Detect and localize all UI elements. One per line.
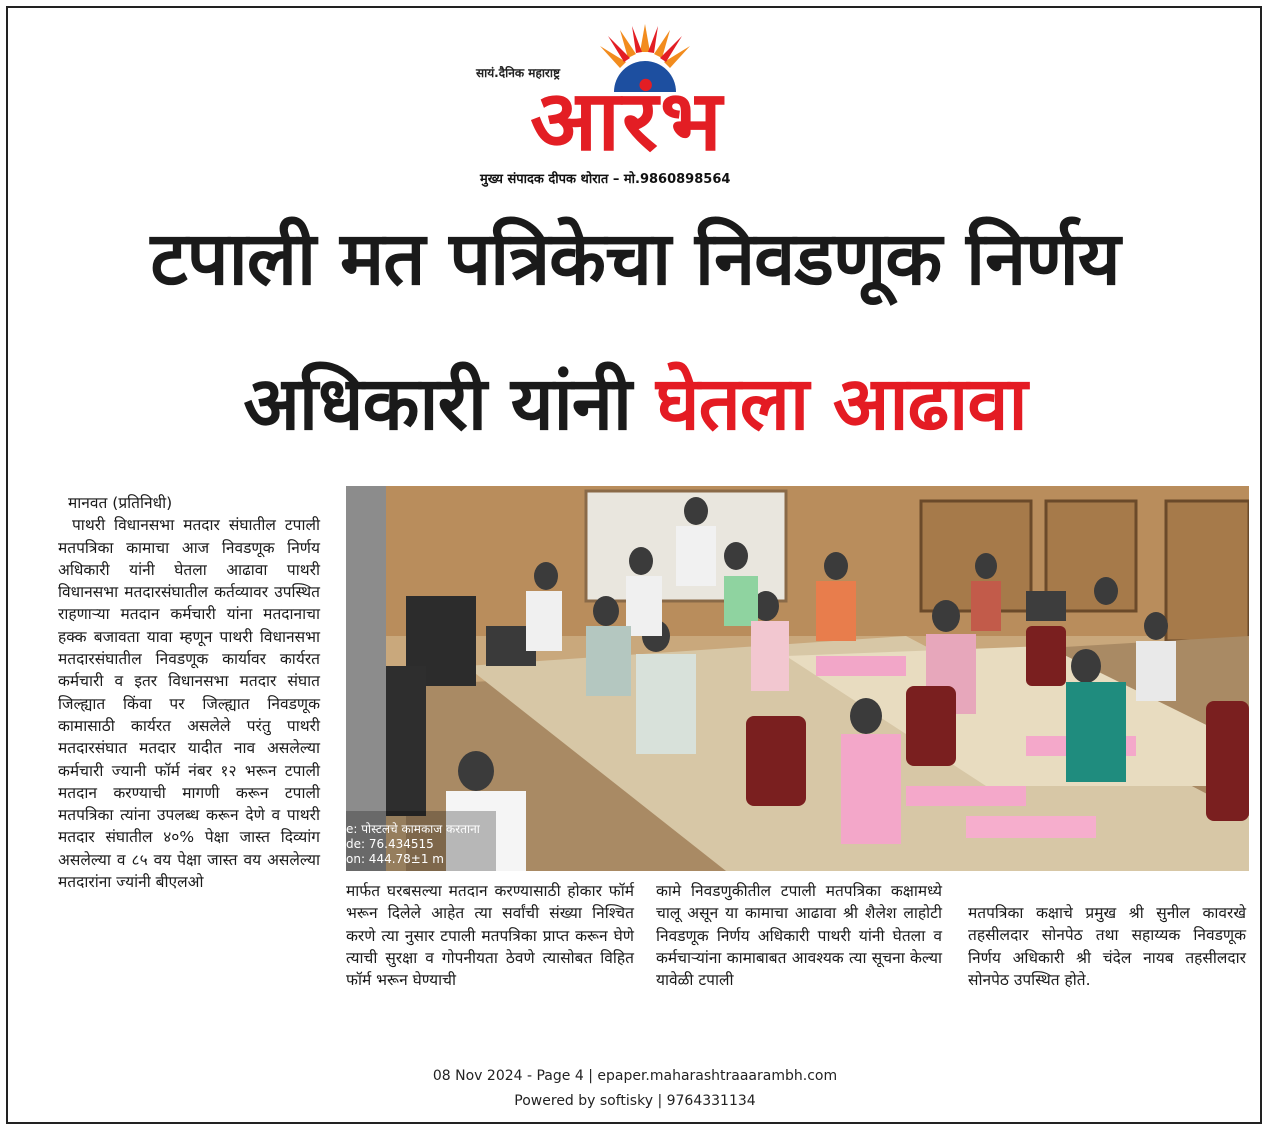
article-dateline: मानवत (प्रतिनिधी) — [68, 494, 173, 512]
masthead-editor-line: मुख्य संपादक दीपक थोरात – मो.9860898564 — [480, 172, 731, 187]
masthead — [462, 22, 802, 192]
photo-overlay-line-1: e: पोस्टलचे कामकाज करताना — [346, 822, 480, 836]
footer-powered-by: Powered by softisky | 9764331134 — [514, 1093, 756, 1109]
office-scene-image — [346, 486, 1249, 871]
article-column-3: कामे निवडणुकीतील टपाली मतपत्रिका कक्षामध्ये चालू असून या कामाचा आढावा श्री शैलेश लाहोटी निवडणूक निर्णय अधिकारी पाथरी यांनी घेतला व कर्मचाऱ्यांना कामाबाबत आवश्यक त्या सूचना केल्या यावेळी टपाली — [656, 882, 942, 990]
headline-line-2-red: घेतला आढावा — [655, 361, 1027, 447]
headline-line-1: टपाली मत पत्रिकेचा निवडणूक निर्णय — [150, 216, 1120, 302]
photo-overlay-line-2: de: 76.434515 — [346, 837, 434, 851]
article-column-1 — [58, 492, 320, 893]
article-column-4: मतपत्रिका कक्षाचे प्रमुख श्री सुनील कावरखे तहसीलदार सोनपेठ तथा सहाय्यक निवडणूक निर्णय अधिकारी श्री चंदेल नायब तहसीलदार सोनपेठ उपस्थित होते. — [968, 904, 1246, 989]
headline-line-2-black: अधिकारी यांनी — [243, 361, 632, 447]
footer-date-source: 08 Nov 2024 - Page 4 | epaper.maharashtraaarambh.com — [432, 1068, 838, 1084]
photo-overlay-line-3: on: 444.78±1 m — [346, 852, 444, 866]
masthead-tagline: सायं.दैनिक महाराष्ट्र — [476, 66, 560, 80]
masthead-brand-title: आरंभ — [530, 71, 724, 170]
article-column-2: मार्फत घरबसल्या मतदान करण्यासाठी होकार फॉर्म भरून दिलेले आहेत त्या सर्वांची संख्या निश्चित करणे त्या नुसार टपाली मतपत्रिका प्राप्त करून घेणे त्याची सुरक्षा व गोपनीयता ठेवणे त्यासोबत विहित फॉर्म भरून घेण्याची — [346, 882, 634, 990]
headline-line-2 — [20, 359, 1250, 449]
article-column-1-text: पाथरी विधानसभा मतदार संघातील टपाली मतपत्रिका कामाचा आज निवडणूक निर्णय अधिकारी यांनी घेतला आढावा पाथरी विधानसभा मतदारसंघातील कर्तव्यावर उपस्थित राहणाऱ्या मतदान कर्मचारी यांना मतदानाचा हक्क बजावता यावा म्हणून पाथरी विधानसभा मतदारसंघातील निवडणूक कार्यावर कार्यरत कर्मचारी व इतर विधानसभा मतदार संघात जिल्ह्यात किंवा पर जिल्ह्यात निवडणूक कामासाठी कार्यरत असलेले परंतु पाथरी मतदारसंघात मतदार यादीत नाव असलेल्या कर्मचारी ज्यानी फॉर्म नंबर १२ भरून टपाली मतदान करण्याची मागणी करून टपाली मतपत्रिका त्यांना उपलब्ध करून देणे व पाथरी मतदार संघातील ४०% पेक्षा जास्त दिव्यांग असलेल्या व ८५ वय पेक्षा जास्त वय असलेल्या मतदारांना ज्यांनी बीएलओ — [58, 516, 320, 892]
article-photo — [346, 486, 1249, 871]
